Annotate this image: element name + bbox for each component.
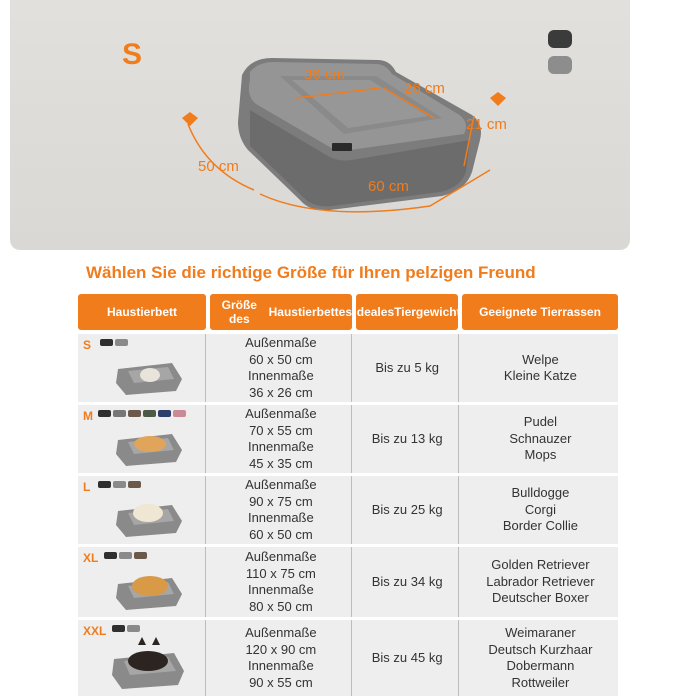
bed-cell (78, 476, 206, 544)
row-size-label: L (83, 480, 91, 494)
dim-inner-width: 26 cm (404, 80, 445, 97)
arrow-marker-icon (490, 92, 506, 106)
breeds-cell: Welpe Kleine Katze (503, 351, 577, 383)
color-chips (98, 410, 186, 417)
size-cell: Außenmaße 70 x 55 cm Innenmaße 45 x 35 cm (210, 405, 352, 473)
arrow-marker-icon (182, 112, 198, 126)
weight-cell: Bis zu 25 kg (356, 476, 458, 544)
color-chips (98, 481, 141, 488)
color-chip (113, 481, 126, 488)
row-size-label: S (83, 338, 92, 352)
bed-cell (78, 547, 206, 617)
bed-thumbnail (112, 491, 186, 539)
dim-outer-width: 50 cm (198, 158, 239, 175)
color-chip (173, 410, 186, 417)
color-chip (119, 552, 132, 559)
size-label: S (122, 38, 143, 71)
header-weight: Ideales Tiergewicht (356, 294, 458, 330)
size-cell: Außenmaße 90 x 75 cm Innenmaße 60 x 50 cm (210, 476, 352, 544)
bed-cell (78, 334, 206, 402)
size-table (78, 294, 618, 699)
row-size-label: M (83, 409, 93, 423)
table-row (78, 620, 618, 699)
brand-tag (332, 143, 352, 151)
bed-cell (78, 620, 206, 696)
size-cell: Außenmaße 60 x 50 cm Innenmaße 36 x 26 cm (210, 334, 352, 402)
bed-thumbnail (112, 349, 186, 397)
dim-inner-length: 36 cm (304, 66, 345, 83)
color-chip (98, 410, 111, 417)
weight-cell: Bis zu 34 kg (356, 547, 458, 617)
color-chip (158, 410, 171, 417)
color-chip (100, 339, 113, 346)
color-chips (100, 339, 128, 346)
weight-cell: Bis zu 45 kg (356, 620, 458, 696)
breeds-cell: Pudel Schnauzer Mops (509, 414, 572, 463)
color-chip (104, 552, 117, 559)
bed-cell (78, 405, 206, 473)
breeds-cell: Golden Retriever Labrador Retriever Deutscher Boxer (486, 557, 595, 606)
size-cell: Außenmaße 110 x 75 cm Innenmaße 80 x 50 cm (210, 547, 352, 617)
table-row (78, 476, 618, 547)
color-chip (128, 410, 141, 417)
product-hero (10, 0, 630, 250)
color-chips (112, 625, 140, 632)
color-chip (127, 625, 140, 632)
dim-outer-length: 60 cm (368, 178, 409, 195)
color-chip (143, 410, 156, 417)
table-header (78, 294, 618, 330)
pet-bed-illustration (10, 0, 630, 250)
color-chip (98, 481, 111, 488)
bed-thumbnail (112, 562, 186, 612)
breeds-cell: Weimaraner Deutsch Kurzhaar Dobermann Rottweiler (488, 625, 593, 690)
row-size-label: XL (83, 551, 99, 565)
weight-cell: Bis zu 5 kg (356, 334, 458, 402)
bed-thumbnail (108, 635, 188, 691)
header-size: Größe des Haustierbettes (210, 294, 352, 330)
header-breeds: Geeignete Tierrassen (462, 294, 618, 330)
color-chip (134, 552, 147, 559)
table-row (78, 547, 618, 620)
table-row (78, 405, 618, 476)
bed-thumbnail (112, 420, 186, 468)
row-size-label: XXL (83, 624, 107, 638)
size-guide-heading: Wählen Sie die richtige Größe für Ihren pelzigen Freund (86, 263, 536, 282)
color-chip (113, 410, 126, 417)
color-chips (104, 552, 147, 559)
color-chip (112, 625, 125, 632)
color-chip (128, 481, 141, 488)
breeds-cell: Bulldogge Corgi Border Collie (502, 485, 578, 534)
size-cell: Außenmaße 120 x 90 cm Innenmaße 90 x 55 cm (210, 620, 352, 696)
dim-height: 21 cm (466, 116, 507, 133)
weight-cell: Bis zu 13 kg (356, 405, 458, 473)
color-chip (115, 339, 128, 346)
table-row (78, 334, 618, 405)
header-bed: Haustierbett (78, 294, 206, 330)
